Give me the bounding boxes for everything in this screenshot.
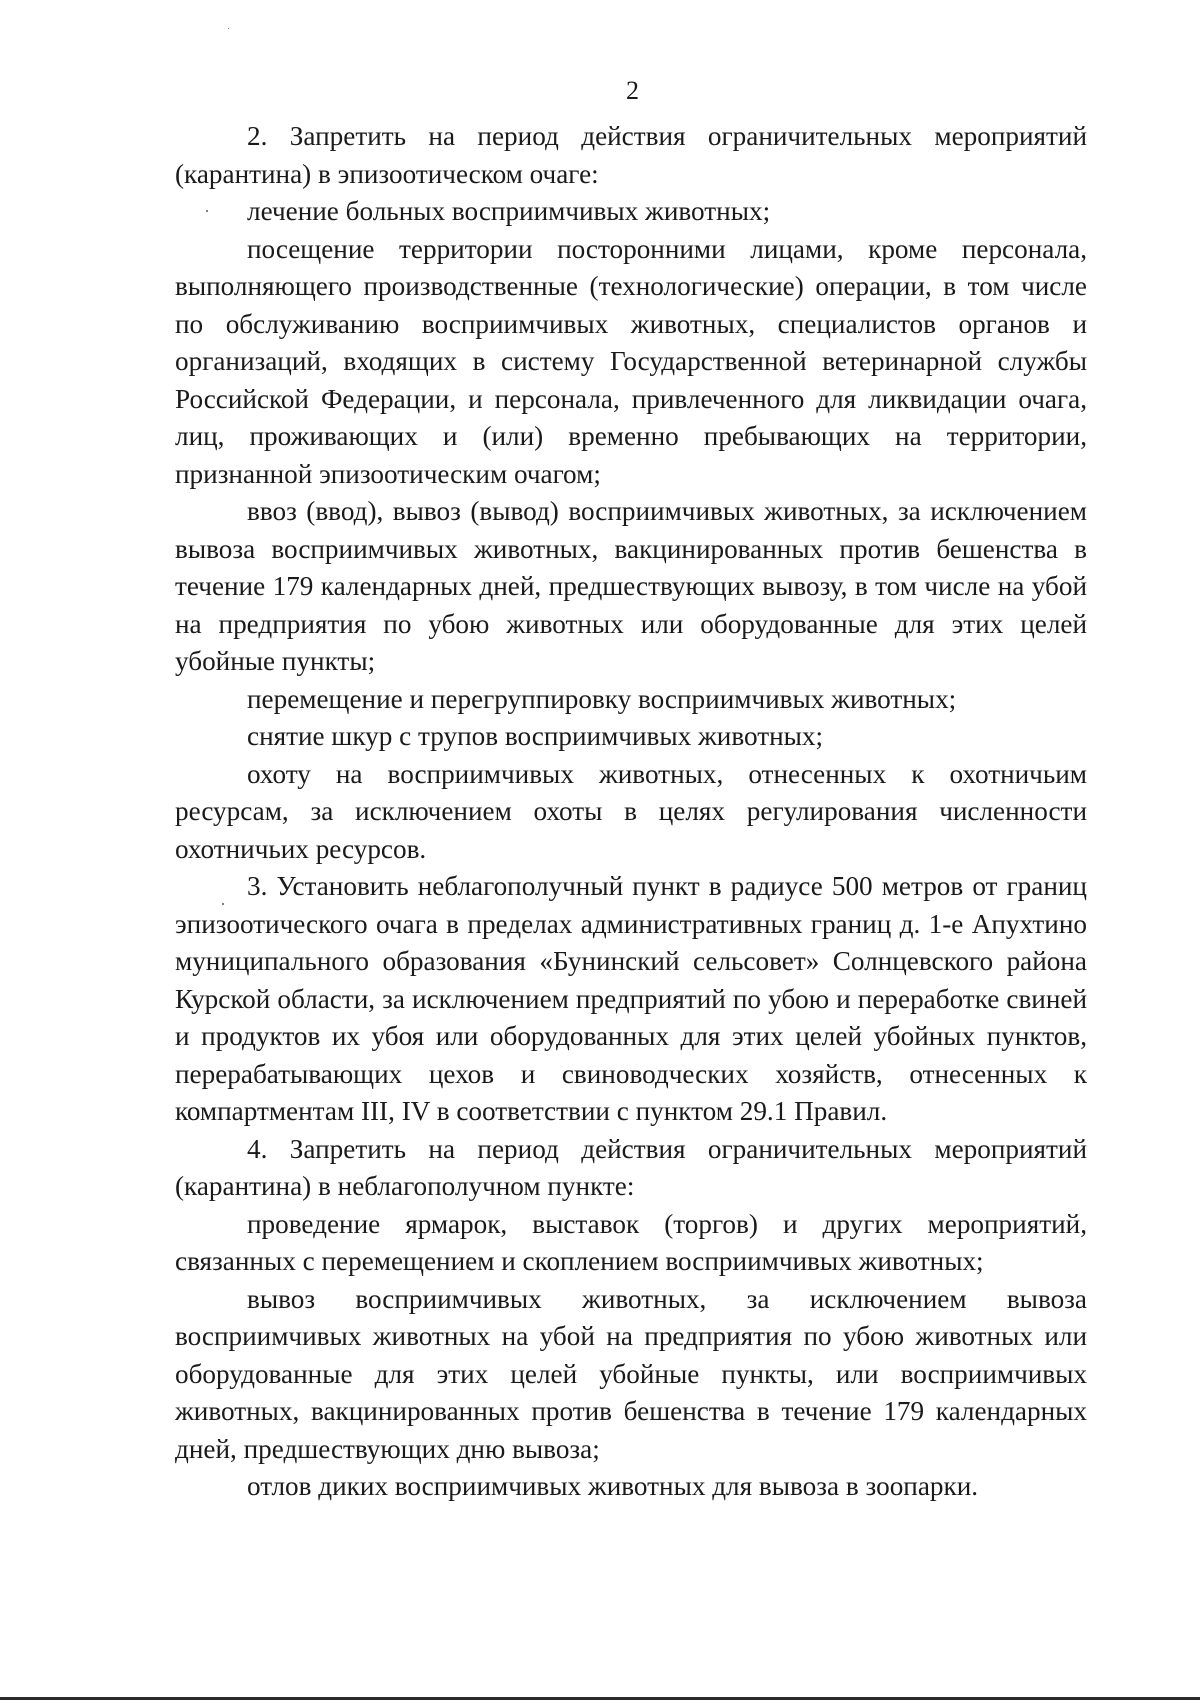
paragraph-visiting-ban: посещение территории посторонними лицами, кроме персонала, выполняющего производственные (технологические) операции, в том числе по обслуживанию восприимчивых животных, специалистов органов и организаций, входящих в систему Государственной ветеринарной службы Российской Федерации, и персонала, привлеченного для ликвидации очага, лиц, проживающих и (или) временно пребывающих на территории, признанной эпизоотическим очагом; — [175, 233, 1087, 489]
paragraph-skinning-ban: снятие шкур с трупов восприимчивых животных; — [247, 721, 824, 751]
paragraph-hunting-ban: охоту на восприимчивых животных, отнесенных к охотничьим ресурсам, за исключением охоты в целях регулирования численности охотничьих ресурсов. — [175, 758, 1087, 864]
paragraph-regrouping-ban: перемещение и перегруппировку восприимчивых животных; — [247, 683, 957, 714]
paragraph-import-export-ban: ввоз (ввод), вывоз (вывод) восприимчивых животных, за исключением вывоза восприимчивых животных, вакцинированных против бешенства в течение 179 календарных дней, предшествующих вывозу, в том числе на убой на предприятия по убою животных или оборудованные для этих целей убойные пункты; — [175, 496, 1087, 676]
paragraph-item-3-unfavorable-point: 3. Установить неблагополучный пункт в радиусе 500 метров от границ эпизоотического очага в пределах административных границ д. 1-е Апухтино муниципального образования «Бунинский сельсовет» Солнцевского района Курской области, за исключением предприятий по убою и переработке свиней и продуктов их убоя или оборудованных для этих целей убойных пунктов, перерабатывающих цехов и свиноводческих хозяйств, отнесенных к компартментам III, IV в соответствии с пунктом 29.1 Правил. — [175, 871, 1087, 1126]
page-number: 2 — [626, 76, 639, 105]
paragraph-item-4-quarantine-point: 4. Запретить на период действия ограничительных мероприятий (карантина) в неблагополучном пункте: — [175, 1133, 1087, 1201]
paragraph-item-2-quarantine-focus: 2. Запретить на период действия ограничительных мероприятий (карантина) в эпизоотическом очаге: — [175, 121, 1087, 189]
paragraph-capture-ban: отлов диких восприимчивых животных для вывоза в зоопарки. — [247, 1471, 979, 1501]
document-body — [175, 118, 1087, 1506]
paragraph-fairs-ban: проведение ярмарок, выставок (торгов) и других мероприятий, связанных с перемещением и скоплением восприимчивых животных; — [175, 1208, 1087, 1276]
scan-speck — [206, 210, 208, 212]
scan-speck — [222, 903, 224, 905]
paragraph-export-ban: вывоз восприимчивых животных, за исключением вывоза восприимчивых животных на убой на предприятия по убою животных или оборудованные для этих целей убойные пункты, или восприимчивых животных, вакцинированных против бешенства в течение 179 календарных дней, предшествующих дню вывоза; — [175, 1283, 1087, 1464]
scan-speck — [228, 28, 229, 29]
scan-edge-line — [0, 1697, 1200, 1700]
paragraph-treatment-ban: лечение больных восприимчивых животных; — [247, 196, 771, 226]
